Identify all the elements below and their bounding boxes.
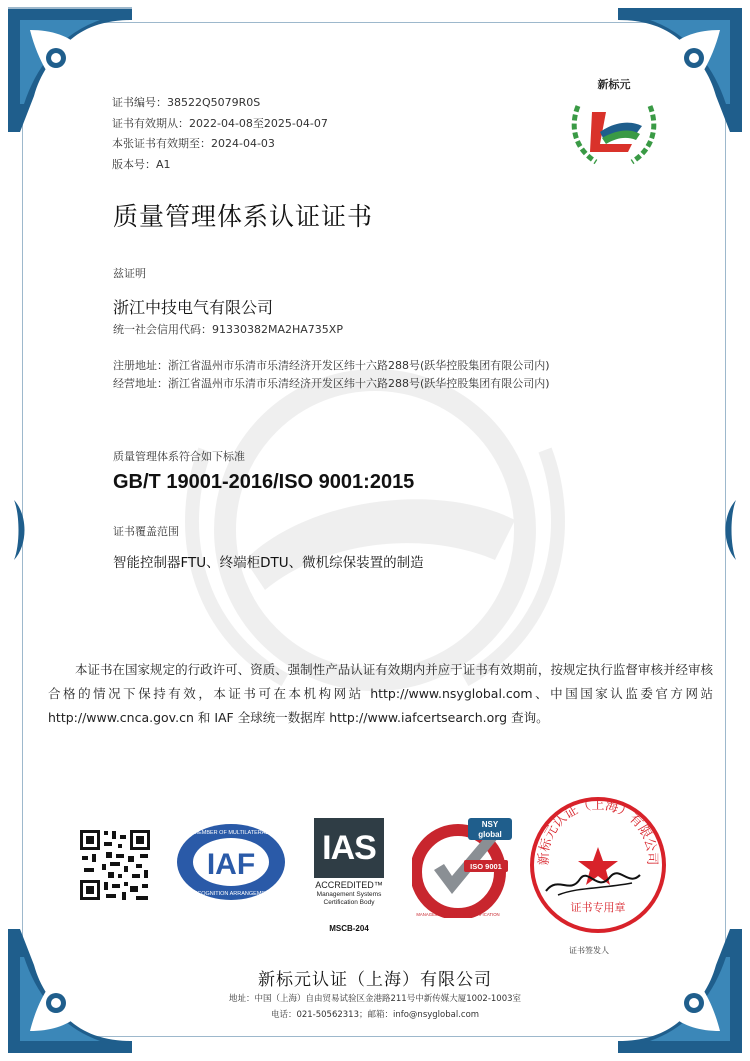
company-name: 浙江中技电气有限公司 [113,298,274,317]
nsy-certification-icon [412,818,520,918]
nsy-ring-text: MANAGEMENT SYSTEM CERTIFICATION [416,912,500,917]
side-ornament-icon [12,500,30,560]
certificate-this-validity: 本张证书有效期至：2024-04-03 [112,137,275,150]
corner-ornament-icon [610,921,750,1061]
seal-bottom: 证书专用章 [570,901,626,914]
issuer-address: 地址：中国（上海）自由贸易试验区金港路211号中新传媒大厦1002-1003室 [228,994,522,1004]
iaf-ring-bottom: RECOGNITION ARRANGEMENT [189,891,273,897]
registered-address: 注册地址：浙江省温州市乐清市乐清经济开发区纬十六路288号(跃华控股集团有限公司内) [113,359,550,372]
page-title: 质量管理体系认证证书 [113,202,374,231]
ias-line-1: Management Systems [316,891,382,898]
ias-accredited: ACCREDITED™ [315,880,383,890]
side-ornament-icon [720,500,738,560]
conformity-label: 质量管理体系符合如下标准 [113,450,245,463]
laurel-emblem-icon [566,86,662,168]
brand-name: 新标元 [597,78,631,91]
iaf-logo-icon [175,822,287,902]
certificate-version: 版本号：A1 [112,157,171,171]
signer-label: 证书签发人 [569,946,609,955]
ias-description [304,891,394,907]
ias-logo-text: IAS [314,818,384,878]
certificate-meta [112,93,328,175]
ias-code: MSCB-204 [329,924,369,933]
iaf-ring-top: MEMBER OF MULTILATERAL [193,830,269,836]
corner-ornament-icon [0,921,140,1061]
scope-label: 证书覆盖范围 [113,525,179,538]
operating-address: 经营地址：浙江省温州市乐清市乐清经济开发区纬十六路288号(跃华控股集团有限公司内) [113,377,550,390]
certificate-number: 证书编号：38522Q5079R0S [112,96,261,109]
nsy-global: global [478,830,502,839]
seal-ring: 新标元认证（上海）有限公司 [536,798,660,866]
nsy-iso: ISO 9001 [470,862,502,871]
credit-code: 统一社会信用代码：91330382MA2HA735XP [113,323,343,336]
brand-logo [566,68,662,168]
ias-accreditation-badge [314,818,384,936]
company-seal-icon [528,795,668,935]
certificate-validity: 证书有效期从：2022-04-08至2025-04-07 [112,116,328,130]
nsy-brand: NSY [481,820,499,829]
hereby-label: 兹证明 [113,267,146,280]
qr-code-icon [78,828,152,902]
iaf-text: IAF [206,848,256,881]
issuer-name: 新标元认证（上海）有限公司 [258,970,492,990]
issuer-contact: 电话：021-50562313；邮箱：info@nsyglobal.com [270,1010,480,1020]
standard-name: GB/T 19001-2016/ISO 9001:2015 [113,471,415,493]
ias-line-2: Certification Body [323,899,375,906]
scope-text: 智能控制器FTU、终端柜DTU、微机综保装置的制造 [113,555,424,571]
validity-notice: 本证书在国家规定的行政许可、资质、强制性产品认证有效期内并应于证书有效期前，按规定执行监督审核并经审核合格的情况下保持有效，本证书可在本机构网站 http://www.nsyglobal.com、中国国家认监委官方网站 http://www.cnca.gov.cn 和 IAF 全球统一数据库 http://www.iafcertsearch.org 查询。 [48,662,713,725]
